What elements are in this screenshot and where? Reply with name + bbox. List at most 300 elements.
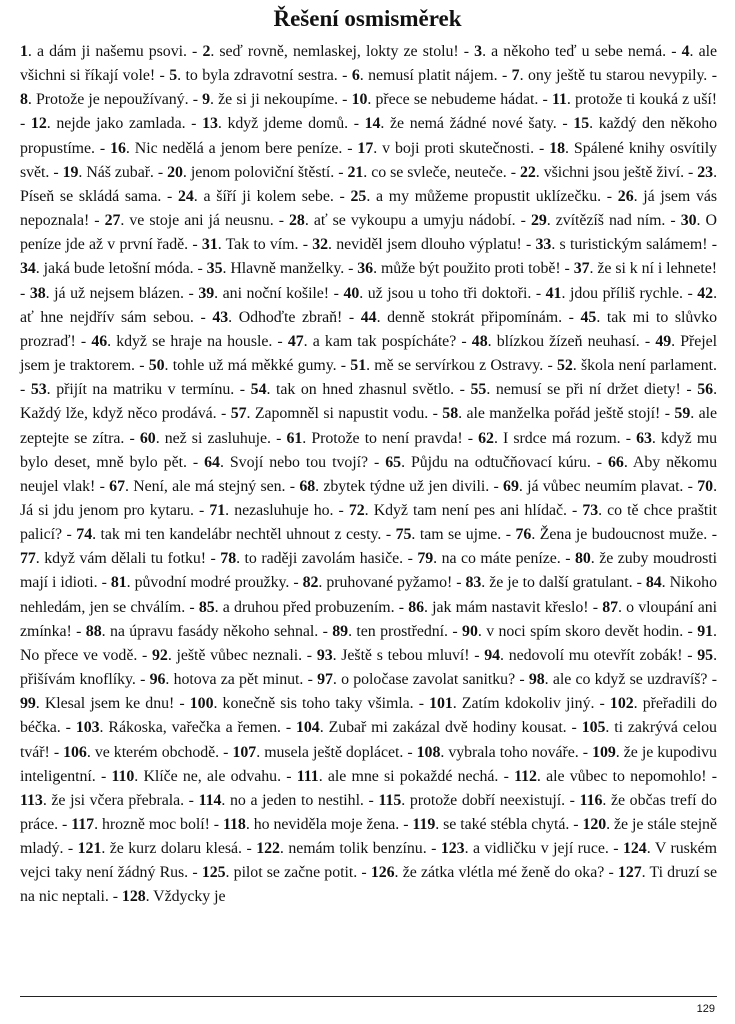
solution-entry: 3. a někoho teď u sebe nemá. [474,43,667,60]
solution-entry: 73. co tě chce praštit palicí? [20,501,717,544]
solution-text: Půjdu na odtučňovací kúru. [411,453,591,471]
solution-text: když se hraje na housle. [116,332,273,350]
solution-text: jdou příliš rychle. [569,284,683,302]
solution-text: než si zasluhuje. [164,429,271,447]
solution-entry: 110. Klíče ne, ale odvahu. [111,767,281,785]
solution-text: přeřadili do béčka. [20,695,717,737]
solution-text: nezasluhuje ho. [234,501,334,519]
solution-number: 120 [582,816,607,833]
solution-text: škola není parlament. [580,357,717,375]
solution-number: 121 [77,840,102,858]
solution-number: 83 [465,574,482,592]
solution-text: že si k ní i lehnete! [597,260,717,278]
solution-entry: 98. ale co když se uzdravíš? [528,671,708,689]
solution-text: už jsou u toho tři doktoři. [367,284,532,302]
solution-entry: 8. Protože je nepoužívaný. [20,91,189,109]
solution-text: Žena je budoucnost muže. [539,526,708,544]
solution-text: protože ti kouká z uší! [574,91,717,109]
solution-text: všichni jsou ještě živí. [543,163,684,181]
solution-text: zbytek týdne už jen divili. [323,477,490,495]
solution-number: 23 [697,163,714,181]
solution-text: nemám tolik benzínu. [288,840,427,858]
solution-number: 4 [681,43,690,60]
solutions-text: 1. a dám ji našemu psovi. - 2. seď rovně, nemlaskej, lokty ze stolu! - 3. a někoho teď u sebe nemá. - 4. ale všichni si říkají vole! - 5. to byla zdravotní sestra. - 6. nemusí platit nájem. - 7. ony ještě tu starou nevypily. - 8. Protože je nepoužívaný. - 9. že si ji nekoupíme. - 10. přece se nebudeme hádat. - 11. protože ti kouká z uší! - 12. nejde jako zamlada. - 13. když jdeme domů. - 14. že nemá žádné nové šaty. - 15. každý den někoho propustíme. - 16. Nic nedělá a jenom bere peníze. - 17. v boji proti skutečnosti. - 18. Spálené knihy osvítily svět. - 19. Náš zubař. - 20. jenom poloviční štěstí. - 21. co se svleče, neuteče. - 22. všichni jsou ještě živí. - 23. Píseň se skládá sama. - 24. a šíří ji kolem sebe. - 25. a my můžeme propustit uklízečku. - 26. já jsem vás nepoznala! - 27. ve stoje ani já neusnu. - 28. ať se vykoupu a umyju nádobí. - 29. zvítězíš nad ním. - 30. O peníze jde až v první řadě. - 31. Tak to vím. - 32. neviděl jsem dlouho výplatu! - 33. s turistickým salámem! - 34. jaká bude letošní móda. - 35. Hlavně manželky. - 36. může být použito proti tobě! - 37. že si k ní i lehnete! - 38. já už nejsem blázen. - 39. ani noční košile! - 40. už jsou u toho tři doktoři. - 41. jdou příliš rychle. - 42. ať hne nejdřív sám sebou. - 43. Odhoďte zbraň! - 44. denně stokrát připomínám. - 45. tak mi to slůvko prozraď! - 46. když se hraje na housle. - 47. a kam tak pospícháte? - 48. blízkou žízeň neuhasí. - 49. Přejel jsem je traktorem. - 50. tohle už má měkké gumy. - 51. mě se servírkou z Ostravy. - 52. škola není parlament. - 53. přijít na matriku v termínu. - 54. tak on hned zhasnul světlo. - 55. nemusí se při ní držet diety! - 56. Každý lže, když něco prodává. - 57. Zapomněl si napustit vodu. - 58. ale manželka pořád ještě stojí! - 59. ale zeptejte se zítra. - 60. než si zasluhuje. - 61. Protože to není pravda! - 62. I srdce má rozum. - 63. když mu bylo deset, mně bylo pět. - 64. Svojí nebo tou tvojí? - 65. Půjdu na odtučňovací kúru. - 66. Aby někomu neujel vlak! - 67. Není, ale má stejný sen. - 68. zbytek týdne už jen divili. - 69. já vůbec neumím plavat. - 70. Já si jdu jenom pro kytaru. - 71. nezasluhuje ho. - 72. Když tam není pes ani hlídač. - 73. co tě chce praštit palicí? - 74. tak mi ten kandelábr nechtěl uhnout z cesty. - 75. tam se ujme. - 76. Žena je budoucnost muže. - 77. když vám dělali tu fotku! - 78. to raději zavolám hasiče. - 79. na co máte peníze. - 80. že zuby moudrosti mají i idioti. - 81. původní modré proužky. - 82. pruhované pyžamo! - 83. že je to další gratulant. - 84. Nikoho nehledám, jen se chválím. - 85. a druhou před probuzením. - 86. jak mám nastavit křeslo! - 87. o vloupání ani zmínka! - 88. na úpravu fasády někoho sehnal. - 89. ten prostřední. - 90. v noci spím skoro devět hodin. - 91. No přece ve vodě. - 92. ještě vůbec neznali. - 93. Ještě s tebou mluví! - 94. nedovolí mu otevřít zobák! - 95. přišívám knoflíky. - 96. hotova za pět minut. - 97. o poločase zavolat sanitku? - 98. ale co když se uzdravíš? - 99. Klesal jsem ke dnu! - 100. konečně sis toho taky všimla. - 101. Zatím kdokoliv jiný. - 102. přeřadili do béčka. - 103. Rákoska, vařečka a řemen. - 104. Zubař mi zakázal dvě hodiny kousat. - 105. ti zakrývá celou tvář! - 106. ve kterém obchodě. - 107. musela ještě doplácet. - 108. vybrala toho nováře. - 109. že je kupodivu inteligentní. - 110. Klíče ne, ale odvahu. - 111. ale mne si pokaždé nechá. - 112. ale vůbec to nepomohlo! - 113. že jsi včera přebrala. - 114. no a jeden to nestihl. - 115. protože dobří neexistují. - 116. že občas trefí do práce. - 117. hrozně moc bolí! - 118. ho neviděla moje žena. - 119. se také stébla chytá. - 120. že je stále stejně mladý. - 121. že kurz dolaru klesá. - 122. nemám tolik benzínu. - 123. a vidličku v její ruce. - 124. V ruském vejci taky není žádný Rus. - 125. pilot se začne potit. - 126. že zátka vlétla mé ženě do oka? - 127. Ti druzí se na nic neptali. - 128. Vždycky je [20,43,718,906]
solution-text: Hlavně manželky. [230,260,345,278]
solution-entry: 58. ale manželka pořád ještě stojí! [442,405,661,423]
solution-text: Zubař mi zakázal dvě hodiny kousat. [328,719,567,737]
solution-text: Protože to není pravda! [311,429,463,447]
solution-entry: 12. nejde jako zamlada. [30,115,186,133]
solution-entry: 55. nemusí se při ní držet diety! [470,381,681,399]
solution-number: 2 [202,43,211,60]
solution-number: 72 [348,501,365,519]
solution-entry: 41. jdou příliš rychle. [545,284,683,302]
solution-entry: 117. hrozně moc bolí! [71,816,210,833]
solution-number: 93 [316,646,333,664]
solution-entry: 107. musela ještě doplácet. [232,743,404,761]
solution-number: 45 [580,308,597,326]
solution-text: Aby někomu neujel vlak! [20,453,718,495]
solution-entry: 54. tak on hned zhasnul světlo. [250,381,455,399]
solution-number: 89 [332,622,349,640]
solution-text: zvítězíš nad ním. [555,212,666,230]
solution-entry: 46. když se hraje na housle. [91,332,273,350]
solution-number: 21 [347,163,364,181]
solution-number: 3 [474,43,483,60]
solution-number: 36 [357,260,374,278]
solution-number: 35 [206,260,223,278]
solution-number: 92 [152,646,168,664]
solution-entry: 68. zbytek týdne už jen divili. [299,477,490,495]
solution-entry: 95. přišívám knoflíky. [20,646,717,689]
solution-text: když vám dělali tu fotku! [44,550,207,568]
solution-entry: 101. Zatím kdokoliv jiný. [429,695,595,713]
solution-entry: 35. Hlavně manželky. [206,260,345,278]
solution-text: v noci spím skoro devět hodin. [486,622,684,640]
solution-entry: 93. Ještě s tebou mluví! [316,646,470,664]
solution-entry: 30. O peníze jde až v první řadě. [20,212,717,254]
solution-number: 95 [697,646,714,664]
solution-number: 6 [351,67,360,85]
solution-number: 62 [478,429,494,447]
solution-text: ti zakrývá celou tvář! [20,719,717,761]
solution-entry: 23. Píseň se skládá sama. [20,163,717,205]
solution-number: 34 [20,260,36,278]
solution-entry: 115. protože dobří neexistují. [378,791,565,809]
solution-entry: 10. přece se nebudeme hádat. [351,91,539,109]
solution-entry: 20. jenom poloviční štěstí. [167,163,335,181]
solution-text: Nikoho nehledám, jen se chválím. [20,574,717,616]
solution-number: 116 [579,791,603,809]
solution-entry: 113. že jsi včera přebrala. [20,791,185,809]
solution-text: jenom poloviční štěstí. [190,163,335,181]
solution-text: ten prostřední. [356,622,448,640]
solution-entry: 21. co se svleče, neuteče. [347,163,507,181]
solution-text: že je kupodivu inteligentní. [20,743,717,785]
solution-entry: 13. když jdeme domů. [202,115,349,133]
solution-entry: 22. všichni jsou ještě živí. [519,163,684,181]
solution-text: Náš zubař. [86,163,154,181]
solution-entry: 83. že je to další gratulant. [465,574,633,592]
page-number: 129 [696,1003,715,1015]
solution-text: Já si jdu jenom pro kytaru. [20,501,194,519]
solution-entry: 33. s turistickým salámem! [535,236,708,254]
solution-number: 85 [198,598,215,616]
solution-text: mě se servírkou z Ostravy. [374,357,544,375]
solution-entry: 92. ještě vůbec neznali. [152,646,303,664]
solution-number: 52 [557,357,573,375]
solution-text: v boji proti skutečnosti. [382,139,535,157]
solution-text: tam se ujme. [419,526,502,544]
solution-text: já už nejsem blázen. [54,284,184,302]
solution-number: 111 [296,767,319,785]
solution-entry: 60. než si zasluhuje. [139,429,271,447]
solution-number: 42 [697,284,714,302]
solution-number: 57 [230,405,247,423]
solution-text: že kurz dolaru klesá. [109,840,242,858]
solution-text: může být použito proti tobě! [380,260,561,278]
solution-text: ony ještě tu starou nevypily. [527,67,708,85]
solution-text: na úpravu fasády někoho sehnal. [109,622,319,640]
solution-number: 112 [514,767,537,785]
solution-number: 90 [462,622,478,640]
solution-number: 102 [609,695,634,713]
solution-entry: 70. Já si jdu jenom pro kytaru. [20,477,717,519]
solution-entry: 106. ve kterém obchodě. [63,743,220,761]
solution-number: 70 [697,477,714,495]
solution-number: 27 [104,212,121,230]
solution-entry: 27. ve stoje ani já neusnu. [104,212,274,230]
solution-number: 17 [357,139,374,157]
solution-text: Vždycky je [153,888,226,906]
solution-text: na co máte peníze. [441,550,561,568]
solution-number: 66 [608,453,624,471]
solution-entry: 6. nemusí platit nájem. [351,67,498,85]
solution-entry: 29. zvítězíš nad ním. [530,212,666,230]
solution-number: 25 [350,187,367,205]
solution-number: 78 [220,550,237,568]
footer-rule [20,996,717,997]
solution-number: 107 [232,743,257,761]
solution-number: 94 [484,646,501,664]
solution-text: nemusí se při ní držet diety! [495,381,681,399]
solution-number: 84 [645,574,662,592]
solution-text: jaká bude letošní móda. [43,260,194,278]
solution-entry: 99. Klesal jsem ke dnu! [20,695,175,713]
solution-number: 48 [471,332,488,350]
solution-entry: 48. blízkou žízeň neuhasí. [471,332,640,350]
solution-entry: 126. že zátka vlétla mé ženě do oka? [370,864,605,882]
solution-number: 96 [149,671,166,689]
solution-entry: 82. pruhované pyžamo! [302,574,453,592]
solution-text: Klíče ne, ale odvahu. [143,767,281,785]
solution-number: 114 [198,791,222,809]
solution-number: 100 [189,695,214,713]
solution-entry: 114. no a jeden to nestihl. [198,791,364,809]
solution-number: 126 [370,864,395,882]
solution-entry: 121. že kurz dolaru klesá. [77,840,242,858]
solution-text: původní modré proužky. [134,574,290,592]
solution-entry: 40. už jsou u toho tři doktoři. [343,284,532,302]
solution-entry: 72. Když tam není pes ani hlídač. [348,501,567,519]
solution-text: ani noční košile! [222,284,330,302]
solution-number: 15 [573,115,590,133]
solution-text: No přece ve vodě. [20,646,138,664]
solution-entry: 50. tohle už má měkké gumy. [148,357,337,375]
solution-text: Ti druzí se na nic neptali. [20,864,717,906]
solution-number: 60 [139,429,156,447]
solution-number: 67 [109,477,125,495]
solution-text: Zapomněl si napustit vodu. [254,405,429,423]
solution-text: tohle už má měkké gumy. [172,357,337,375]
solution-text: vybrala toho nováře. [448,743,579,761]
solution-text: Odhoďte zbraň! [238,308,343,326]
solution-entry: 39. ani noční košile! [198,284,330,302]
solution-text: že je to další gratulant. [489,574,633,592]
solution-entry: 123. a vidličku v její ruce. [440,840,609,858]
solution-number: 5 [169,67,178,85]
solution-number: 127 [617,864,642,882]
solution-number: 82 [302,574,319,592]
solution-number: 65 [385,453,402,471]
solution-entry: 63. když mu bylo deset, mně bylo pět. [20,429,718,471]
solution-entry: 116. že občas trefí do práce. [20,791,717,833]
solution-text: ve kterém obchodě. [94,743,220,761]
solution-number: 86 [408,598,424,616]
solution-text: Zatím kdokoliv jiný. [461,695,595,713]
solution-text: že jsi včera přebrala. [51,791,185,809]
solution-entry: 45. tak mi to slůvko prozraď! [20,308,717,350]
solution-text: a někoho teď u sebe nemá. [491,43,667,60]
solution-text: tak on hned zhasnul světlo. [276,381,455,399]
solution-number: 125 [201,864,226,882]
solution-entry: 47. a kam tak pospícháte? [287,332,457,350]
solution-entry: 119. se také stébla chytá. [412,816,570,833]
solution-entry: 94. nedovolí mu otevřít zobák! [484,646,683,664]
solution-number: 37 [573,260,590,278]
solution-entry: 112. ale vůbec to nepomohlo! [514,767,707,785]
solution-number: 71 [209,501,226,519]
solution-text: že zuby moudrosti mají i idioti. [20,550,717,592]
solution-text: konečně sis toho taky všimla. [222,695,414,713]
solution-text: seď rovně, nemlaskej, lokty ze stolu! [219,43,459,60]
solution-number: 49 [655,332,672,350]
solution-text: tak mi to slůvko prozraď! [20,308,717,350]
solution-entry: 53. přijít na matriku v termínu. [30,381,235,399]
solution-text: a šíří ji kolem sebe. [203,187,334,205]
solution-entry: 125. pilot se začne potit. [201,864,358,882]
solution-number: 58 [442,405,459,423]
solution-number: 69 [503,477,519,495]
solution-entry: 71. nezasluhuje ho. [209,501,334,519]
solution-number: 56 [697,381,714,399]
solution-entry: 59. ale zeptejte se zítra. [20,405,717,447]
solution-entry: 18. Spálené knihy osvítily svět. [20,139,718,181]
solution-entry: 11. protože ti kouká z uší! [551,91,717,109]
solution-text: ale manželka pořád ještě stojí! [466,405,661,423]
solution-entry: 91. No přece ve vodě. [20,622,717,664]
solution-entry: 56. Každý lže, když něco prodává. [20,381,717,423]
solution-number: 118 [223,816,246,833]
solution-number: 53 [30,381,47,399]
solution-text: Píseň se skládá sama. [20,187,162,205]
solution-entry: 4. ale všichni si říkají vole! [20,43,717,85]
solution-text: přišívám knoflíky. [20,671,136,689]
solution-text: přece se nebudeme hádat. [375,91,539,109]
solution-entry: 51. mě se servírkou z Ostravy. [350,357,544,375]
solution-entry: 74. tak mi ten kandelábr nechtěl uhnout z cesty. [76,526,382,544]
solution-number: 117 [71,816,95,833]
solution-entry: 85. a druhou před probuzením. [198,598,395,616]
solution-number: 12 [30,115,47,133]
solution-number: 79 [417,550,434,568]
solution-number: 9 [202,91,211,109]
solution-text: ale zeptejte se zítra. [20,405,717,447]
solution-text: přijít na matriku v termínu. [56,381,235,399]
solution-text: pruhované pyžamo! [326,574,453,592]
solution-text: Protože je nepoužívaný. [36,91,189,109]
solution-text: Každý lže, když něco prodává. [20,405,217,423]
solution-text: co tě chce praštit palicí? [20,501,717,544]
solution-entry: 88. na úpravu fasády někoho sehnal. [85,622,319,640]
solution-text: nedovolí mu otevřít zobák! [508,646,683,664]
solution-text: to byla zdravotní sestra. [185,67,338,85]
solution-text: že nemá žádné nové šaty. [390,115,557,133]
solution-text: ho neviděla moje žena. [253,816,400,833]
solution-entry: 64. Svojí nebo tou tvojí? [204,453,368,471]
solution-entry: 79. na co máte peníze. [417,550,561,568]
solution-entry: 120. že je stále stejně mladý. [20,816,717,858]
solution-text: musela ještě doplácet. [264,743,404,761]
solution-text: ale mne si pokaždé nechá. [327,767,499,785]
solution-number: 80 [574,550,591,568]
solution-number: 122 [256,840,280,858]
solution-number: 103 [75,719,100,737]
solution-text: se také stébla chytá. [443,816,570,833]
solution-entry: 5. to byla zdravotní sestra. [169,67,338,85]
solution-text: pilot se začne potit. [233,864,358,882]
solution-number: 81 [110,574,127,592]
solution-number: 64 [204,453,220,471]
solution-text: hrozně moc bolí! [101,816,210,833]
solution-number: 47 [287,332,304,350]
solution-number: 75 [395,526,412,544]
solution-text: I srdce má rozum. [503,429,621,447]
solution-text: tak mi ten kandelábr nechtěl uhnout z cesty. [100,526,382,544]
solution-number: 26 [617,187,634,205]
solution-entry: 7. ony ještě tu starou nevypily. [511,67,708,85]
solution-text: o vloupání ani zmínka! [20,598,717,640]
solution-number: 16 [110,139,126,157]
solution-text: že je stále stejně mladý. [20,816,717,858]
solution-number: 99 [20,695,36,713]
solution-number: 74 [76,526,93,544]
solution-entry: 80. že zuby moudrosti mají i idioti. [20,550,717,592]
solution-number: 13 [202,115,218,133]
solution-text: ať hne nejdřív sám sebou. [20,308,194,326]
solution-text: blízkou žízeň neuhasí. [496,332,640,350]
solution-entry: 96. hotova za pět minut. [149,671,304,689]
solution-number: 40 [343,284,360,302]
solution-number: 39 [198,284,215,302]
solution-text: když jdeme domů. [227,115,349,133]
solution-entry: 87. o vloupání ani zmínka! [20,598,717,640]
solution-text: Svojí nebo tou tvojí? [229,453,368,471]
solution-entry: 15. každý den někoho propustíme. [20,115,718,157]
solution-entry: 36. může být použito proti tobě! [357,260,561,278]
solution-entry: 124. V ruském vejci taky není žádný Rus. [20,840,717,882]
solution-number: 106 [63,743,87,761]
solution-text: a vidličku v její ruce. [473,840,609,858]
solution-text: Spálené knihy osvítily svět. [20,139,718,181]
solution-entry: 43. Odhoďte zbraň! [212,308,343,326]
solution-text: o poločase zavolat sanitku? [341,671,516,689]
solution-number: 46 [91,332,108,350]
solution-number: 44 [360,308,377,326]
solution-entry: 97. o poločase zavolat sanitku? [317,671,516,689]
solution-text: V ruském vejci taky není žádný Rus. [20,840,717,882]
solution-entry: 69. já vůbec neumím plavat. [503,477,684,495]
solution-number: 8 [20,91,28,109]
solution-number: 1 [20,43,28,60]
solution-number: 31 [201,236,218,254]
solution-number: 68 [299,477,316,495]
solution-number: 55 [470,381,487,399]
solution-text: Není, ale má stejný sen. [133,477,286,495]
solution-entry: 89. ten prostřední. [332,622,448,640]
solution-text: Tak to vím. [225,236,299,254]
solution-text: já vůbec neumím plavat. [527,477,684,495]
solution-entry: 78. to raději zavolám hasiče. [220,550,404,568]
solution-text: že zátka vlétla mé ženě do oka? [402,864,605,882]
solution-number: 41 [545,284,562,302]
solution-number: 30 [680,212,697,230]
solution-entry: 44. denně stokrát připomínám. [360,308,563,326]
solution-entry: 127. Ti druzí se na nic neptali. [20,864,717,906]
solution-entry: 65. Půjdu na odtučňovací kúru. [385,453,591,471]
page-title: Řešení osmisměrek [273,6,462,31]
solution-number: 29 [530,212,547,230]
solution-entry: 9. že si ji nekoupíme. [202,91,338,109]
solution-text: Klesal jsem ke dnu! [44,695,175,713]
solution-entry: 75. tam se ujme. [395,526,502,544]
solution-number: 124 [623,840,647,858]
solution-number: 28 [289,212,305,230]
solution-entry: 31. Tak to vím. [201,236,299,254]
solution-number: 119 [412,816,436,833]
solution-number: 98 [528,671,545,689]
solution-number: 38 [29,284,46,302]
solution-number: 50 [148,357,165,375]
solution-number: 73 [582,501,599,519]
solution-number: 113 [20,791,43,809]
solution-entry: 28. ať se vykoupu a umyju nádobí. [289,212,516,230]
solution-entry: 1. a dám ji našemu psovi. [20,43,187,60]
solution-number: 91 [697,622,714,640]
solution-text: jak mám nastavit křeslo! [432,598,589,616]
solution-entry: 14. že nemá žádné nové šaty. [364,115,557,133]
solution-entry: 77. když vám dělali tu fotku! [20,550,207,568]
solution-number: 97 [317,671,333,689]
solution-text: ale co když se uzdravíš? [552,671,708,689]
solution-number: 24 [178,187,194,205]
solution-text: no a jeden to nestihl. [230,791,364,809]
solution-entry: 105. ti zakrývá celou tvář! [20,719,717,761]
solution-entry: 81. původní modré proužky. [110,574,290,592]
solution-text: neviděl jsem dlouho výplatu! [336,236,522,254]
solution-entry: 16. Nic nedělá a jenom bere peníze. [110,139,343,157]
solution-entry: 111. ale mne si pokaždé nechá. [296,767,499,785]
